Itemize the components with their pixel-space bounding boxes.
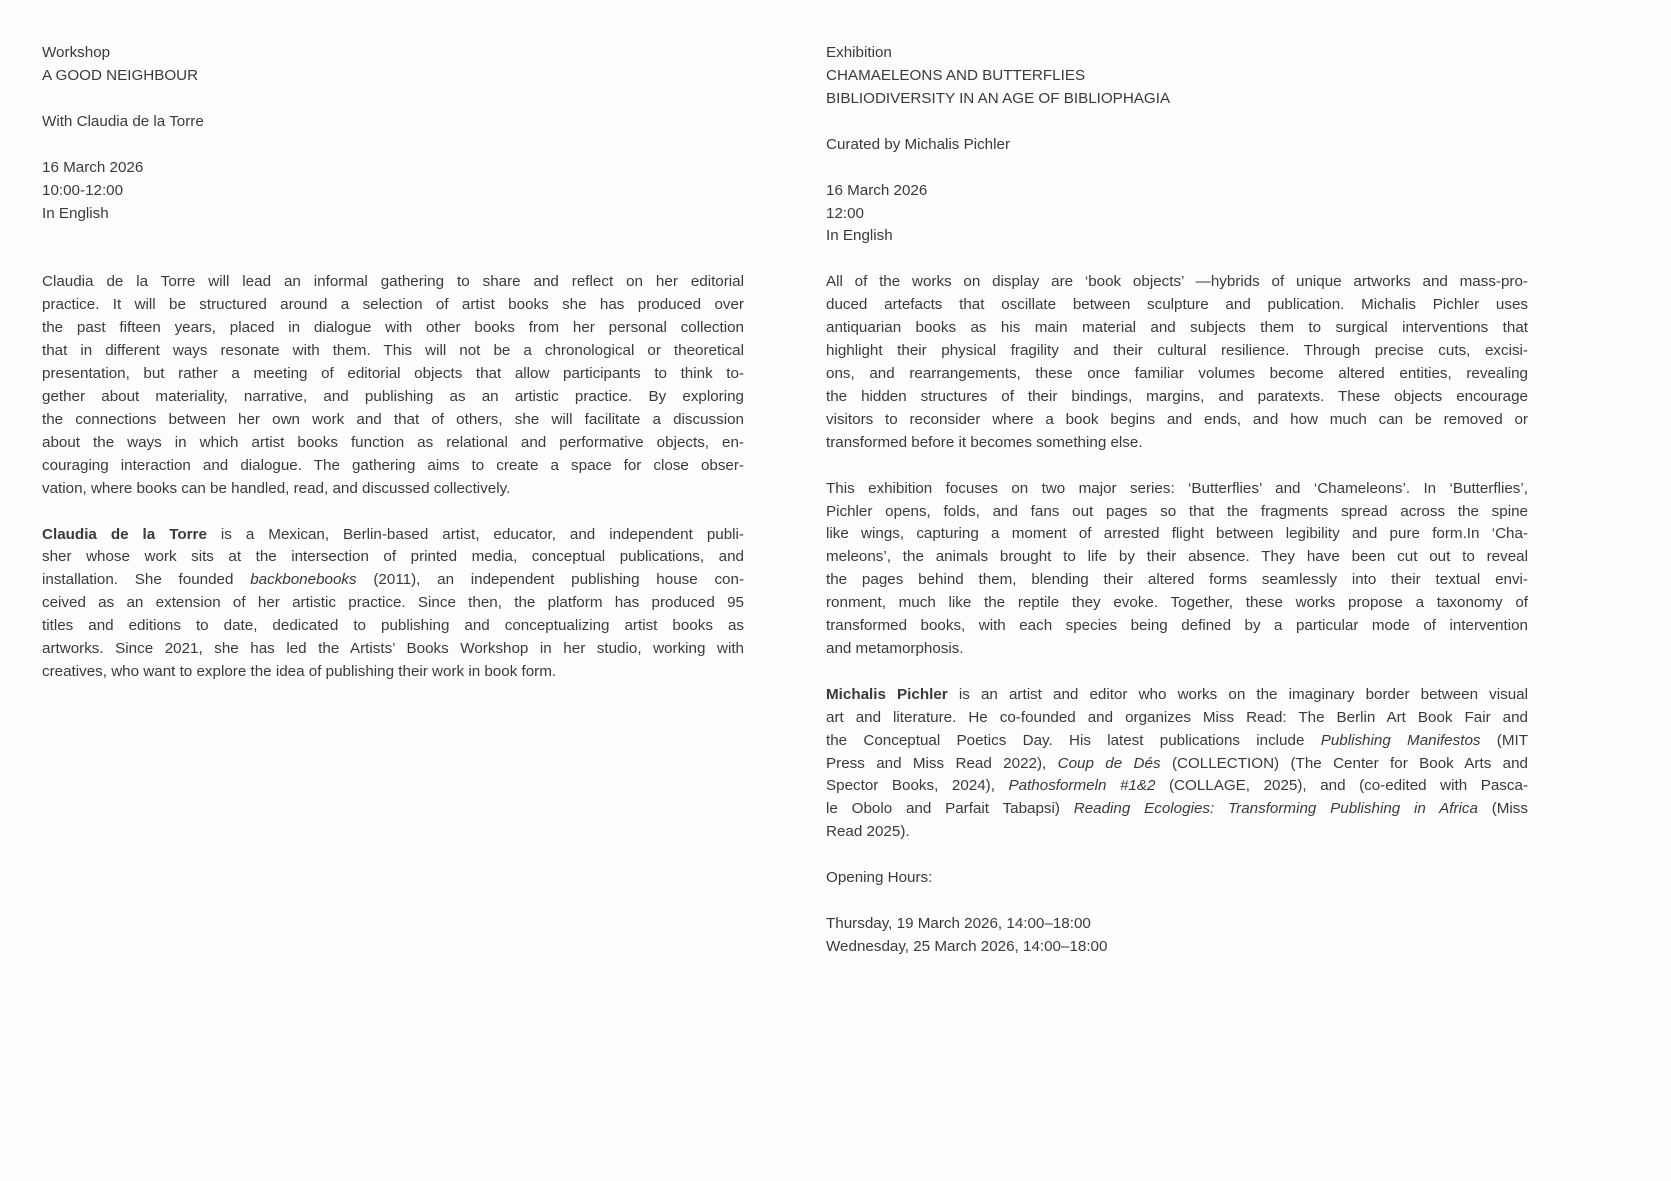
text-line: ons, and rearrangements, these once familiar volumes become altered entities, revealing xyxy=(826,364,1528,382)
text-line: the past fifteen years, placed in dialogue with other books from her personal collection xyxy=(42,319,744,337)
exhibition-body-text xyxy=(826,271,1528,844)
text-line: vation, where books can be handled, read, and discussed collectively. xyxy=(42,479,511,497)
text-line: 16 March 2026 xyxy=(42,158,144,176)
text-line: BIBLIODIVERSITY IN AN AGE OF BIBLIOPHAGIA xyxy=(826,89,1171,107)
text-line: This exhibition focuses on two major series: ‘Butterflies’ and ‘Chameleons’. In ‘Butterflies’, xyxy=(826,479,1528,497)
text-line: creatives, who want to explore the idea of publishing their work in book form. xyxy=(42,662,557,680)
text-line: art and literature. He co-founded and organizes Miss Read: The Berlin Art Book Fair and xyxy=(826,708,1528,726)
workshop-header xyxy=(42,42,744,88)
paragraph xyxy=(826,271,1528,454)
text-line: 16 March 2026 xyxy=(826,181,928,199)
text-line: le Obolo and Parfait Tabapsi) Reading Ecologies: Transforming Publishing in Africa (Miss xyxy=(826,800,1528,818)
event-details xyxy=(42,157,744,226)
exhibition-header xyxy=(826,42,1528,111)
text-line: practice. It will be structured around a selection of artist books she has produced over xyxy=(42,296,744,314)
text-line: Read 2025). xyxy=(826,823,910,841)
text-line: the hidden structures of their bindings, margins, and paratexts. These objects encourage xyxy=(826,387,1528,405)
event-kind-label: Exhibition xyxy=(826,44,892,61)
text-line: Press and Miss Read 2022), Coup de Dés (COLLECTION) (The Center for Book Arts and xyxy=(826,754,1529,772)
event-title xyxy=(826,65,1528,111)
text-line: Spector Books, 2024), Pathosformeln #1&2 (COLLAGE, 2025), and (co-edited with Pasca- xyxy=(826,777,1528,795)
text-line: duced artefacts that oscillate between sculpture and publication. Michalis Pichler uses xyxy=(826,296,1528,314)
text-line: like wings, capturing a moment of arrested flight between legibility and pure form.In ‘Cha- xyxy=(826,525,1528,543)
text-line: 12:00 xyxy=(826,204,865,222)
event-byline: Curated by Michalis Pichler xyxy=(826,135,1011,153)
text-line: Pichler opens, folds, and fans out pages so that the fragments spread across the spine xyxy=(826,502,1528,520)
text-line: Wednesday, 25 March 2026, 14:00–18:00 xyxy=(826,938,1108,955)
text-line: In English xyxy=(42,204,109,222)
text-line: couraging interaction and dialogue. The gathering aims to create a space for close obser- xyxy=(42,456,744,474)
event-details xyxy=(826,180,1528,249)
text-line: visitors to reconsider where a book begins and ends, and how much can be removed or xyxy=(826,410,1528,428)
text-line: about the ways in which artist books function as relational and performative objects, en- xyxy=(42,433,744,451)
text-line: gether about materiality, narrative, and publishing as an artistic practice. By exploring xyxy=(42,387,744,405)
text-line: Thursday, 19 March 2026, 14:00–18:00 xyxy=(826,915,1091,933)
text-line: In English xyxy=(826,227,893,245)
text-line: antiquarian books as his main material and subjects them to surgical interventions that xyxy=(826,319,1528,337)
text-line: sher whose work sits at the intersection of printed media, conceptual publications, and xyxy=(42,548,744,566)
text-line: and metamorphosis. xyxy=(826,639,964,657)
text-line: 10:00-12:00 xyxy=(42,181,124,199)
text-line: Claudia de la Torre will lead an informal gathering to share and reflect on her editorial xyxy=(42,273,744,291)
text-line: titles and editions to date, dedicated to publishing and conceptualizing artist books as xyxy=(42,617,744,635)
event-byline: With Claudia de la Torre xyxy=(42,112,204,130)
paragraph xyxy=(42,271,744,500)
text-line: the connections between her own work and that of others, she will facilitate a discussion xyxy=(42,410,744,428)
text-line: presentation, but rather a meeting of editorial objects that allow participants to think to- xyxy=(42,365,744,383)
paragraph xyxy=(826,478,1528,661)
text-line: transformed books, with each species being defined by a particular mode of intervention xyxy=(826,617,1528,635)
text-line: transformed before it becomes something else. xyxy=(826,433,1143,451)
event-kind-label: Workshop xyxy=(42,44,111,61)
text-line: highlight their physical fragility and their cultural resilience. Through precise cuts, excisi- xyxy=(826,342,1528,360)
text-line: the Conceptual Poetics Day. His latest publications include Publishing Manifestos (MIT xyxy=(826,731,1528,749)
workshop-body-text xyxy=(42,271,744,683)
opening-hours-label: Opening Hours: xyxy=(826,869,933,887)
text-line: All of the works on display are ‘book objects’ —hybrids of unique artworks and mass-pro- xyxy=(826,273,1528,291)
text-line: CHAMAELEONS AND BUTTERFLIES xyxy=(826,66,1086,84)
text-line: A GOOD NEIGHBOUR xyxy=(42,66,199,84)
text-line: meleons’, the animals brought to life by their absence. They have been cut out to reveal xyxy=(826,548,1528,566)
text-line: the pages behind them, blending their altered forms seamlessly into their textual envi- xyxy=(826,571,1528,589)
opening-hours-list xyxy=(826,913,1528,959)
text-line: Michalis Pichler is an artist and editor who works on the imaginary border between visual xyxy=(826,685,1529,703)
exhibition-column xyxy=(826,42,1528,959)
paragraph xyxy=(826,684,1528,844)
paragraph xyxy=(42,524,744,684)
text-line: ronment, much like the reptile they evoke. Together, these works propose a taxonomy of xyxy=(826,594,1528,612)
text-line: ceived as an extension of her artistic practice. Since then, the platform has produced 95 xyxy=(42,594,744,612)
text-line: that in different ways resonate with them. This will not be a chronological or theoretical xyxy=(42,342,744,360)
text-line: Claudia de la Torre is a Mexican, Berlin-based artist, educator, and independent publi- xyxy=(42,525,744,543)
text-line: installation. She founded backbonebooks (2011), an independent publishing house con- xyxy=(42,571,744,589)
event-title xyxy=(42,65,744,88)
text-line: artworks. Since 2021, she has led the Artists’ Books Workshop in her studio, working with xyxy=(42,640,744,658)
workshop-column xyxy=(42,42,744,684)
